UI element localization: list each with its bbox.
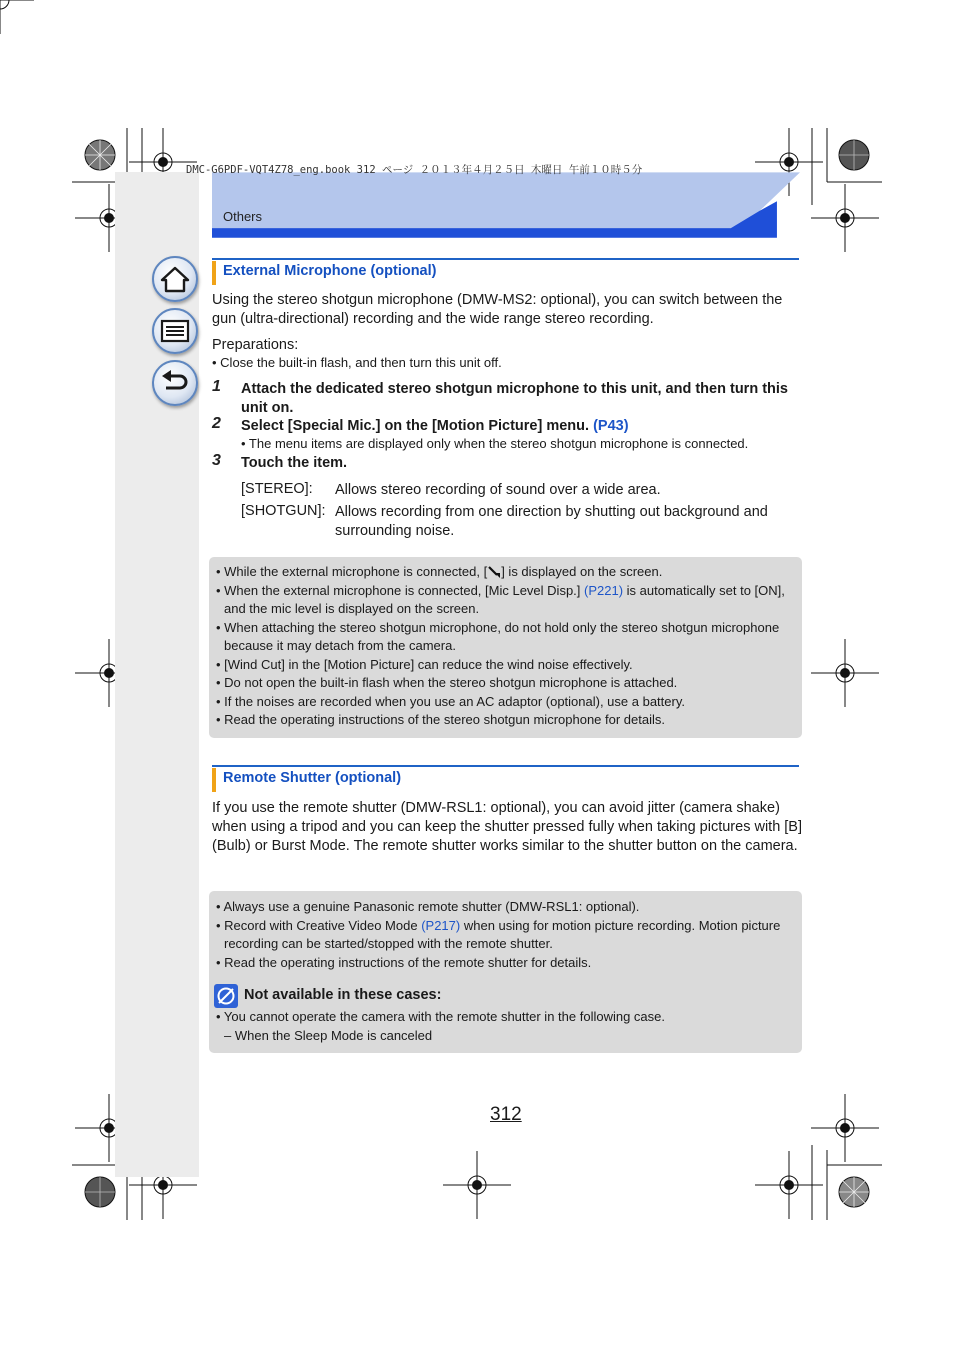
- not-available-icon: [214, 984, 238, 1008]
- back-button[interactable]: [152, 360, 198, 406]
- page-link-p43[interactable]: (P43): [593, 418, 629, 434]
- preparations-label: Preparations:: [212, 337, 299, 353]
- option-label-shotgun: [SHOTGUN]:: [241, 503, 326, 519]
- back-arrow-icon: [160, 370, 190, 396]
- header-band: [212, 172, 800, 240]
- page-link-p217[interactable]: (P217): [421, 917, 461, 933]
- note-item: • Do not open the built-in flash when the stereo shotgun microphone is attached.: [216, 675, 678, 690]
- note-item: • You cannot operate the camera with the remote shutter in the following case.: [216, 1009, 665, 1024]
- note-item: • Always use a genuine Panasonic remote shutter (DMW-RSL1: optional).: [216, 899, 640, 914]
- step-note: • The menu items are displayed only when the stereo shotgun microphone is connected.: [241, 436, 749, 451]
- notes-box-external-mic: [209, 557, 802, 738]
- note-item: • When the external microphone is connected, [Mic Level Disp.] (P221) is automatically set to [ON], and the mic level is displayed on the screen.: [216, 582, 785, 616]
- notes-box-remote-shutter: [209, 891, 802, 1053]
- step-number: 3: [212, 452, 221, 469]
- section-title: External Microphone (optional): [223, 263, 437, 279]
- option-desc-shotgun: Allows recording from one direction by shutting out background and surrounding noise.: [335, 504, 768, 539]
- step-text: Attach the dedicated stereo shotgun microphone to this unit, and then turn this unit on.: [241, 381, 788, 416]
- step-number: 1: [212, 378, 221, 395]
- step-text: Touch the item.: [241, 455, 348, 471]
- intro-paragraph: Using the stereo shotgun microphone (DMW-MS2: optional), you can switch between the gun (ultra-directional) recording and the wide range stereo recording.: [212, 292, 783, 327]
- section-label: Others: [223, 209, 263, 224]
- intro-paragraph: If you use the remote shutter (DMW-RSL1: optional), you can avoid jitter (camera shake) when using a tripod and you can keep the shutter pressed fully when taking pictures with [B] (Bulb) or Burst Mode. The remote shutter works similar to the shutter button on the camera.: [212, 800, 803, 854]
- note-item: • If the noises are recorded when you use an AC adaptor (optional), use a battery.: [216, 693, 685, 709]
- heading-accent-bar: [212, 261, 216, 285]
- option-desc-stereo: Allows stereo recording of sound over a wide area.: [335, 482, 661, 498]
- note-item: • [Wind Cut] in the [Motion Picture] can reduce the wind noise effectively.: [216, 656, 633, 672]
- home-icon: [160, 265, 190, 293]
- step-text: [241, 417, 801, 436]
- not-available-title: Not available in these cases:: [244, 987, 442, 1003]
- note-item: • When attaching the stereo shotgun microphone, do not hold only the stereo shotgun microphone because it may detach from the camera.: [216, 619, 780, 653]
- note-subitem: – When the Sleep Mode is canceled: [224, 1027, 433, 1043]
- note-item: • Read the operating instructions of the remote shutter for details.: [216, 954, 592, 970]
- note-item: • While the external microphone is connected, [ ] is displayed on the screen.: [216, 564, 663, 579]
- section-heading-remote-shutter: [212, 765, 799, 793]
- home-button[interactable]: [152, 256, 198, 302]
- print-metadata: DMC-G6PDF-VQT4Z78_eng.book 312 ページ ２０１３年４月２５日 木曜日 午前１０時５分: [186, 164, 643, 176]
- note-item: • Read the operating instructions of the stereo shotgun microphone for details.: [216, 712, 665, 727]
- menu-list-icon: [160, 318, 190, 344]
- note-item: • Record with Creative Video Mode (P217) when using for motion picture recording. Motion picture recording can be started/stopped with the remote shutter.: [216, 917, 781, 951]
- page-link-p221[interactable]: (P221): [584, 582, 624, 598]
- option-label-stereo: [STEREO]:: [241, 481, 313, 497]
- step-number: 2: [212, 415, 221, 432]
- menu-button[interactable]: [152, 308, 198, 354]
- section-title: Remote Shutter (optional): [223, 770, 402, 786]
- microphone-icon: [487, 565, 501, 578]
- step-text-main: Select [Special Mic.] on the [Motion Picture] menu.: [241, 418, 594, 434]
- preparation-item: • Close the built-in flash, and then turn this unit off.: [212, 355, 502, 370]
- heading-accent-bar: [212, 768, 216, 792]
- section-heading-external-mic: [212, 258, 799, 286]
- page-number: 312: [490, 1104, 522, 1125]
